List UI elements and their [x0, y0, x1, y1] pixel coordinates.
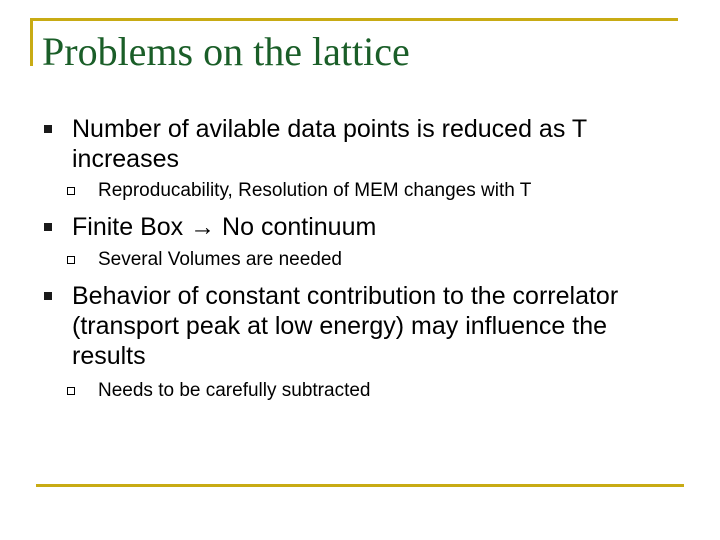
hollow-square-bullet-icon: [67, 187, 75, 195]
sub-bullet-2-1-text: Several Volumes are needed: [98, 249, 342, 270]
square-bullet-icon: [44, 125, 52, 133]
hollow-square-bullet-icon: [67, 387, 75, 395]
sub-bullet-2-1: [98, 248, 658, 272]
bullet-3-text: Behavior of constant contribution to the correlator (transport peak at low energy) may influence the results: [72, 282, 619, 370]
sub-bullet-1-1: [98, 179, 658, 203]
bullet-2-text: Finite Box → No continuum: [72, 213, 377, 241]
bullet-3: [44, 281, 654, 371]
frame-bottom-line: [36, 484, 684, 487]
hollow-square-bullet-icon: [67, 256, 75, 264]
bullet-1-text: Number of avilable data points is reduced as T increases: [72, 115, 587, 173]
square-bullet-icon: [44, 223, 52, 231]
bullet-1: [44, 114, 654, 174]
sub-bullet-1-1-text: Reproducability, Resolution of MEM changes with T: [98, 180, 532, 201]
bullet-2: [44, 212, 654, 242]
slide-title: Problems on the lattice: [42, 29, 410, 74]
sub-bullet-3-1: [98, 379, 658, 403]
sub-bullet-3-1-text: Needs to be carefully subtracted: [98, 380, 371, 401]
square-bullet-icon: [44, 292, 52, 300]
